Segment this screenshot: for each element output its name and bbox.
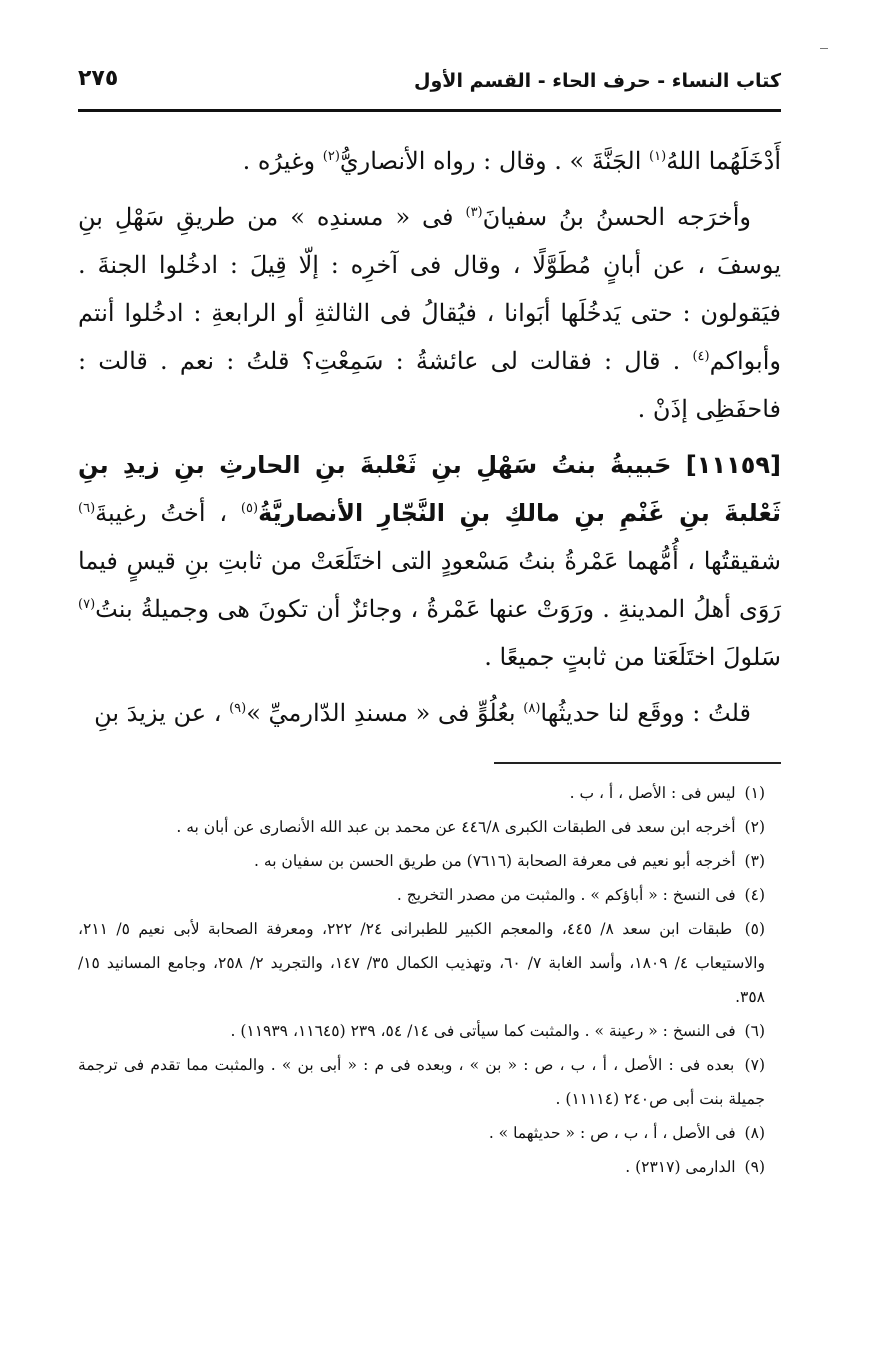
footnote-text: بعده فى : الأصل ، أ ، ب ، ص : « بن » ، وبعده فى م : « أبى بن » . والمثبت مما تقدم فى ترجمة جميلة بنت أبى ص٢٤٠ (١١١١٤) . xyxy=(78,1056,765,1108)
footnote-item xyxy=(78,1150,765,1184)
footnote-number: (١) xyxy=(744,784,765,802)
text-run: ، أختُ رغيبةَ xyxy=(95,499,241,527)
footnote-ref: (٥) xyxy=(240,501,259,516)
footnote-ref: (٧) xyxy=(78,597,96,612)
text-run: الجَنَّةَ » . وقال : رواه الأنصاريُّ xyxy=(339,147,650,175)
text-run: وأخرَجه الحسنُ بنُ سفيانَ xyxy=(482,203,752,231)
footnote-number: (٨) xyxy=(744,1124,765,1142)
footnote-number: (٩) xyxy=(744,1158,765,1176)
text-run: وغيرُه . xyxy=(242,147,323,175)
footnote-text: ليس فى : الأصل ، أ ، ب . xyxy=(569,784,736,802)
paragraph-2 xyxy=(78,193,781,433)
text-run: . قال : فقالت لى عائشةُ : سَمِعْتِ؟ قلتُ : نعم . قالت : فاحفَظِى إذَنْ . xyxy=(78,347,781,423)
footnote-text: أخرجه أبو نعيم فى معرفة الصحابة (٧٦١٦) من طريق الحسن بن سفيان به . xyxy=(254,852,736,870)
footnote-ref: (٢) xyxy=(322,149,340,164)
footnote-number: (٥) xyxy=(744,920,766,938)
text-run: ، عن يزيدَ بنِ xyxy=(94,699,230,727)
footnote-number: (٧) xyxy=(744,1056,765,1074)
footnote-ref: (٤) xyxy=(692,349,710,364)
footnote-item xyxy=(78,878,765,912)
header-rule xyxy=(78,109,781,112)
paragraph-1 xyxy=(78,137,781,185)
footnote-ref: (٦) xyxy=(78,501,96,516)
footnote-number: (٢) xyxy=(744,818,765,836)
footnote-text: فى النسخ : « أباؤكم » . والمثبت من مصدر التخريج . xyxy=(396,886,736,904)
entry-title: [١١١٥٩] حَبيبةُ بنتُ سَهْلِ بنِ ثَعْلبةَ بنِ الحارثِ بنِ زيدِ بنِ ثَعْلبةَ بنِ غَنْمِ بنِ مالكِ بنِ النَّجّارِ الأنصاريَّةُ xyxy=(78,451,781,527)
footnote-ref: (١) xyxy=(649,149,667,164)
text-run: فى « مسندِه » من طريقِ سَهْلِ بنِ يوسفَ ، عن أبانٍ مُطَوَّلًا ، وقال فى آخرِه : إلّا قِيلَ : ادخُلوا الجنةَ . فيَقولون : حتى يَدخُلَها أبَوانا ، فيُقالُ فى الثالثةِ أو الرابعةِ : ادخُلوا أنتم وأبواكم xyxy=(78,203,781,375)
footnote-item xyxy=(78,1116,765,1150)
footnote-number: (٣) xyxy=(744,852,765,870)
text-run: بعُلُوٍّ فى « مسندِ الدّارميِّ » xyxy=(246,699,524,727)
text-run: قلتُ : ووقَع لنا حديثُها xyxy=(540,699,751,727)
footnote-item xyxy=(78,776,765,810)
page-header xyxy=(78,62,781,102)
footnote-item xyxy=(78,844,765,878)
footnote-item xyxy=(78,912,765,1014)
paragraph-4 xyxy=(78,689,781,737)
footnote-ref: (٨) xyxy=(523,701,541,716)
text-run: شقيقتُها ، أُمُّهما عَمْرةُ بنتُ مَسْعودٍ التى اختَلَعَتْ من ثابتِ بنِ قيسٍ فيما رَوَى أهلُ المدينةِ . ورَوَتْ عنها عَمْرةُ ، وجائزٌ أن تكونَ هى وجميلةُ بنتُ xyxy=(78,547,781,623)
footnote-number: (٦) xyxy=(744,1022,765,1040)
footnote-item xyxy=(78,1048,765,1116)
footnote-text: أخرجه ابن سعد فى الطبقات الكبرى ٤٤٦/٨ عن محمد بن عبد الله الأنصارى عن أبان به . xyxy=(176,818,736,836)
main-text xyxy=(78,137,781,745)
footnote-text: الدارمى (٢٣١٧) . xyxy=(625,1158,736,1176)
footnotes xyxy=(78,776,765,1184)
running-title: كتاب النساء - حرف الحاء - القسم الأول xyxy=(414,70,781,92)
footnote-ref: (٩) xyxy=(229,701,247,716)
footnote-separator xyxy=(494,762,781,764)
scan-mark xyxy=(820,48,828,49)
footnote-text: طبقات ابن سعد ٨/ ٤٤٥، والمعجم الكبير للطبرانى ٢٤/ ٢٢٢، ومعرفة الصحابة لأبى نعيم ٥/ ٢١١، والاستيعاب ٤/ ١٨٠٩، وأسد الغابة ٧/ ٦٠، وتهذيب الكمال ٣٥/ ١٤٧، والتجريد ٢/ ٢٥٨، وجامع المسانيد ١٥/ ٣٥٨. xyxy=(78,920,765,1006)
footnote-text: فى النسخ : « رعينة » . والمثبت كما سيأتى فى ١٤/ ٥٤، ٢٣٩ (١١٦٤٥، ١١٩٣٩) . xyxy=(230,1022,736,1040)
entry-paragraph xyxy=(78,441,781,681)
text-run: سَلولَ اختَلَعَتا من ثابتٍ جميعًا . xyxy=(484,643,781,671)
footnote-item xyxy=(78,1014,765,1048)
footnote-text: فى الأصل ، أ ، ب ، ص : « حديثهما » . xyxy=(488,1124,736,1142)
footnote-number: (٤) xyxy=(744,886,765,904)
text-run: أَدْخَلَهُما اللهُ xyxy=(666,147,781,175)
footnote-ref: (٣) xyxy=(465,205,483,220)
page-number: ٢٧٥ xyxy=(78,66,119,91)
footnote-item xyxy=(78,810,765,844)
